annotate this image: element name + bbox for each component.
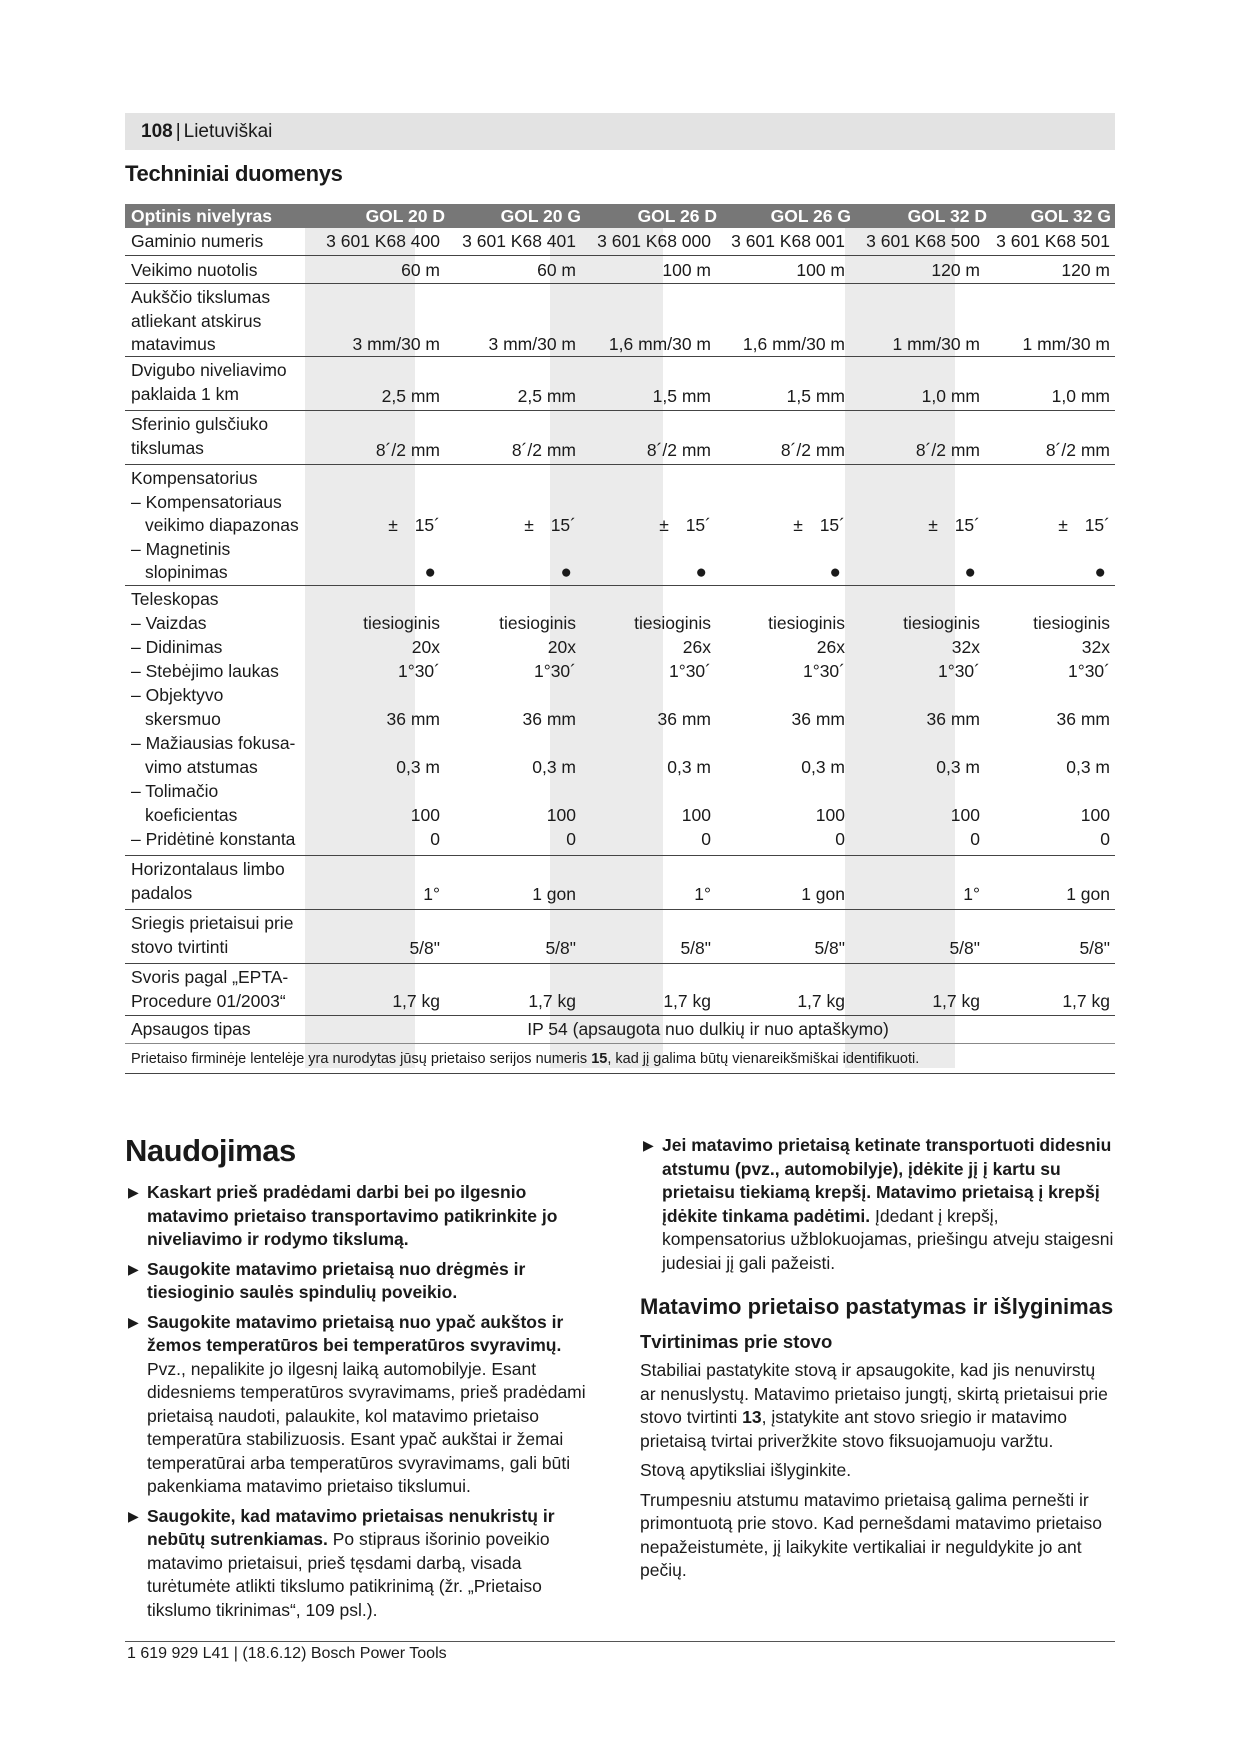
right-column bbox=[640, 1134, 1115, 1589]
table-row bbox=[125, 964, 1115, 1016]
row-label: – Objektyvo bbox=[131, 685, 224, 705]
bullet-text: Po stipraus išorinio poveikio matavimo prietaisui, prieš tęsdami darbą, visada turėtumėte atlikti tikslumo patikrinimą (žr. „Prietaiso tikslumo tikrinimas“, 109 psl.). bbox=[147, 1529, 550, 1620]
table-cell: 5/8" bbox=[949, 938, 980, 958]
row-label: Dvigubo niveliavimo bbox=[131, 360, 287, 380]
table-cell: 1,5 mm bbox=[652, 386, 711, 406]
table-cell: 36 mm bbox=[522, 709, 576, 729]
table-cell: 8´/2 mm bbox=[646, 440, 711, 460]
table-cell: 1°30´ bbox=[802, 661, 845, 681]
table-cell: 8´/2 mm bbox=[511, 440, 576, 460]
paragraph bbox=[640, 1359, 1115, 1453]
row-label: Svoris pagal „EPTA- bbox=[131, 967, 289, 987]
table-cell: 36 mm bbox=[926, 709, 980, 729]
table-cell: 100 bbox=[681, 805, 711, 825]
table-cell: ± 15´ bbox=[1058, 515, 1110, 535]
bullet-dot: ● bbox=[695, 562, 707, 583]
table-cell: ± 15´ bbox=[524, 515, 576, 535]
paragraph-text: , įstatykite ant stovo sriegio ir matavimo prietaisą tvirtai priveržkite stovo fiksuojamuoju varžtu. bbox=[640, 1407, 1067, 1451]
table-row bbox=[125, 411, 1115, 465]
bullet-bold-text: Saugokite matavimo prietaisą nuo ypač aukštos ir žemos temperatūros bei temperatūros svyravimų. bbox=[147, 1311, 564, 1355]
paragraph: Trumpesniu atstumu matavimo prietaisą galima pernešti ir primontuotą prie stovo. Kad pernešdami matavimo prietaiso nepažeistumėte, jį laikykite vertikaliai ir neguldykite jo ant pečių. bbox=[640, 1489, 1103, 1580]
table-row bbox=[125, 228, 1115, 256]
table-cell: 100 bbox=[546, 805, 576, 825]
table-cell: 1,7 kg bbox=[663, 991, 711, 1011]
table-cell: 0,3 m bbox=[667, 757, 711, 777]
row-label: – Pridėtinė konstanta bbox=[131, 829, 296, 849]
page-header bbox=[141, 121, 272, 143]
list-item bbox=[125, 1311, 595, 1499]
table-cell: 32x bbox=[1081, 637, 1110, 657]
bullet-bold-text: Jei matavimo prietaisą ketinate transportuoti didesniu atstumu (pvz., automobilyje), įdėkite jį į kartu su prietaisu tiekiamą krepšį. Matavimo prietaisą į krepšį įdėkite tinkama padėtimi. bbox=[662, 1135, 1112, 1226]
table-header-cell: GOL 26 D bbox=[637, 206, 717, 226]
table-cell: ± 15´ bbox=[388, 515, 440, 535]
table-footnote bbox=[125, 1044, 1115, 1074]
left-column bbox=[125, 1131, 595, 1628]
triangle-bullet-icon: ▶ bbox=[128, 1184, 139, 1200]
table-cell: 0 bbox=[566, 829, 576, 849]
table-cell: 8´/2 mm bbox=[1045, 440, 1110, 460]
table-cell: 1°30´ bbox=[533, 661, 576, 681]
bullet-bold-text: Saugokite matavimo prietaisą nuo drėgmės ir tiesioginio saulės spindulių poveikio. bbox=[147, 1258, 526, 1302]
row-label: paklaida 1 km bbox=[131, 384, 239, 404]
row-label: – Didinimas bbox=[131, 637, 223, 657]
page-number: 108 bbox=[141, 121, 173, 142]
table-cell: 36 mm bbox=[657, 709, 711, 729]
table-cell: 1 mm/30 m bbox=[892, 334, 980, 354]
stovo-subheading: Tvirtinimas prie stovo bbox=[640, 1331, 833, 1352]
table-cell: 0,3 m bbox=[936, 757, 980, 777]
table-row bbox=[125, 586, 1115, 856]
row-label: Aukščio tikslumas bbox=[131, 287, 271, 307]
table-cell: 1° bbox=[963, 884, 980, 904]
table-cell: 60 m bbox=[401, 260, 440, 280]
row-label: matavimus bbox=[131, 334, 216, 354]
table-cell: 0,3 m bbox=[1066, 757, 1110, 777]
table-cell: 1° bbox=[694, 884, 711, 904]
table-cell: 5/8" bbox=[409, 938, 440, 958]
table-cell: tiesioginis bbox=[903, 613, 980, 633]
table-cell: 100 bbox=[815, 805, 845, 825]
row-label: Horizontalaus limbo bbox=[131, 859, 285, 879]
footer-rule bbox=[125, 1641, 1115, 1642]
table-cell: 3 601 K68 501 bbox=[996, 231, 1110, 251]
table-cell: 0,3 m bbox=[396, 757, 440, 777]
row-label: stovo tvirtinti bbox=[131, 937, 229, 957]
row-label: koeficientas bbox=[145, 805, 238, 825]
table-cell: 1,0 mm bbox=[1051, 386, 1110, 406]
table-cell: 1 gon bbox=[532, 884, 576, 904]
table-cell: 8´/2 mm bbox=[375, 440, 440, 460]
paragraph-text: Stabiliai pastatykite stovą ir apsaugokite, kad jis nenuvirstų ar nenuslystų. Matavimo prietaiso jungtį, skirtą prietaisui prie stovo tvirtinti bbox=[640, 1360, 1108, 1427]
row-label: Teleskopas bbox=[131, 589, 219, 609]
row-label: atliekant atskirus bbox=[131, 311, 262, 331]
table-cell: tiesioginis bbox=[363, 613, 440, 633]
table-cell: 2,5 mm bbox=[381, 386, 440, 406]
table-cell: 5/8" bbox=[680, 938, 711, 958]
list-item bbox=[125, 1181, 595, 1252]
bullet-dot: ● bbox=[964, 562, 976, 583]
table-header-cell: GOL 20 G bbox=[500, 206, 581, 226]
triangle-bullet-icon: ▶ bbox=[128, 1260, 139, 1277]
table-cell: 120 m bbox=[931, 260, 980, 280]
bullet-dot: ● bbox=[1094, 562, 1106, 583]
table-cell: 3 601 K68 401 bbox=[462, 231, 576, 251]
bullet-bold-text: Kaskart prieš pradėdami darbi bei po ilgesnio matavimo prietaiso transportavimo patikrinkite jo niveliavimo ir rodymo tikslumą. bbox=[147, 1182, 558, 1249]
bullet-dot: ● bbox=[424, 562, 436, 583]
row-label: Sferinio gulsčiuko bbox=[131, 414, 269, 434]
triangle-bullet-icon: ▶ bbox=[128, 1507, 139, 1524]
table-cell: 100 bbox=[410, 805, 440, 825]
table-cell: tiesioginis bbox=[768, 613, 845, 633]
table-cell: 1,0 mm bbox=[921, 386, 980, 406]
table-header-cell: GOL 32 D bbox=[907, 206, 987, 226]
table-cell: 1,7 kg bbox=[392, 991, 440, 1011]
table-row bbox=[125, 284, 1115, 357]
row-label: vimo atstumas bbox=[145, 757, 258, 777]
table-cell: 60 m bbox=[537, 260, 576, 280]
table-cell: 26x bbox=[816, 637, 845, 657]
row-label: – Mažiausias fokusa- bbox=[131, 733, 296, 753]
page-footer: 1 619 929 L41 | (18.6.12) Bosch Power Tools bbox=[127, 1645, 447, 1662]
table-cell: 1°30´ bbox=[397, 661, 440, 681]
table-cell: 20x bbox=[547, 637, 576, 657]
table-cell: 1,7 kg bbox=[797, 991, 845, 1011]
row-label: Veikimo nuotolis bbox=[131, 260, 258, 280]
row-label: Gaminio numeris bbox=[131, 231, 264, 251]
table-cell: 5/8" bbox=[814, 938, 845, 958]
list-item bbox=[125, 1258, 595, 1305]
table-cell: 36 mm bbox=[386, 709, 440, 729]
table-cell: 26x bbox=[682, 637, 711, 657]
section-title: Techniniai duomenys bbox=[125, 161, 343, 186]
table-cell: ± 15´ bbox=[793, 515, 845, 535]
table-cell: IP 54 (apsaugota nuo dulkių ir nuo aptaškymo) bbox=[527, 1019, 889, 1039]
table-cell: 1°30´ bbox=[668, 661, 711, 681]
table-cell: tiesioginis bbox=[1033, 613, 1110, 633]
row-label: slopinimas bbox=[145, 562, 228, 582]
row-label: – Tolimačio bbox=[131, 781, 219, 801]
table-cell: 1,6 mm/30 m bbox=[742, 334, 845, 354]
table-header-cell: GOL 26 G bbox=[770, 206, 851, 226]
table-cell: 3 601 K68 400 bbox=[326, 231, 440, 251]
footnote-text: , kad jį galima būtų vienareikšmiškai identifikuoti. bbox=[607, 1051, 920, 1067]
table-cell: 1°30´ bbox=[1067, 661, 1110, 681]
table-row bbox=[125, 856, 1115, 910]
table-cell: 1 gon bbox=[801, 884, 845, 904]
table-cell: 3 601 K68 500 bbox=[866, 231, 980, 251]
table-cell: 3 601 K68 001 bbox=[731, 231, 845, 251]
table-row bbox=[125, 1016, 1115, 1044]
table-row bbox=[125, 910, 1115, 964]
header-language: Lietuviškai bbox=[183, 121, 273, 142]
table-cell: 2,5 mm bbox=[517, 386, 576, 406]
table-cell: 1 gon bbox=[1066, 884, 1110, 904]
table-header-cell: Optinis nivelyras bbox=[131, 206, 273, 226]
footnote-number: 15 bbox=[591, 1051, 608, 1067]
row-label: – Magnetinis bbox=[131, 539, 231, 559]
table-row bbox=[125, 256, 1115, 284]
table-cell: 1 mm/30 m bbox=[1022, 334, 1110, 354]
table-cell: 20x bbox=[411, 637, 440, 657]
list-item bbox=[125, 1505, 595, 1623]
table-cell: 1,7 kg bbox=[528, 991, 576, 1011]
table-cell: 5/8" bbox=[545, 938, 576, 958]
table-cell: 0 bbox=[430, 829, 440, 849]
triangle-bullet-icon: ▶ bbox=[643, 1137, 654, 1153]
table-cell: 1°30´ bbox=[937, 661, 980, 681]
row-label: – Kompensatoriaus bbox=[131, 492, 282, 512]
reference-number: 13 bbox=[742, 1407, 762, 1427]
row-label: Procedure 01/2003“ bbox=[131, 991, 286, 1011]
spec-table bbox=[125, 204, 1115, 1084]
table-cell: 100 bbox=[1080, 805, 1110, 825]
bullet-text: Įdedant į krepšį, kompensatorius užblokuojamas, priešingu atveju staigesni judesiai jį gali pažeisti. bbox=[662, 1205, 1114, 1273]
footnote-text: Prietaiso firminėje lentelėje yra nurodytas jūsų prietaiso serijos numeris bbox=[131, 1051, 592, 1067]
row-label: tikslumas bbox=[131, 438, 204, 458]
table-header-cell: GOL 20 D bbox=[365, 206, 445, 226]
bullet-bold-text: Saugokite, kad matavimo prietaisas nenukristų ir nebūtų sutrenkiamas. bbox=[147, 1505, 555, 1549]
row-label: Sriegis prietaisui prie bbox=[131, 913, 294, 933]
table-cell: 0 bbox=[835, 829, 845, 849]
table-cell: 5/8" bbox=[1079, 938, 1110, 958]
table-cell: 3 601 K68 000 bbox=[597, 231, 711, 251]
table-cell: 0 bbox=[701, 829, 711, 849]
table-cell: 0 bbox=[970, 829, 980, 849]
bullet-dot: ● bbox=[829, 562, 841, 583]
row-label: Kompensatorius bbox=[131, 468, 258, 488]
table-header-row bbox=[125, 204, 1115, 228]
table-cell: 8´/2 mm bbox=[915, 440, 980, 460]
table-cell: 36 mm bbox=[1056, 709, 1110, 729]
paragraph: Stovą apytiksliai išlyginkite. bbox=[640, 1460, 852, 1480]
table-cell: 3 mm/30 m bbox=[488, 334, 576, 354]
header-band bbox=[125, 113, 1115, 150]
list-item bbox=[640, 1134, 1115, 1275]
row-label: Apsaugos tipas bbox=[131, 1019, 251, 1039]
row-label: skersmuo bbox=[145, 709, 221, 729]
table-cell: 0,3 m bbox=[801, 757, 845, 777]
triangle-bullet-icon: ▶ bbox=[128, 1313, 139, 1330]
table-cell: 1,6 mm/30 m bbox=[608, 334, 711, 354]
table-cell: 100 m bbox=[662, 260, 711, 280]
row-label: padalos bbox=[131, 883, 193, 903]
naudojimas-heading: Naudojimas bbox=[125, 1133, 296, 1168]
table-cell: 3 mm/30 m bbox=[352, 334, 440, 354]
table-cell: 1,5 mm bbox=[786, 386, 845, 406]
table-cell: 100 m bbox=[796, 260, 845, 280]
table-cell: 32x bbox=[951, 637, 980, 657]
table-cell: 1° bbox=[423, 884, 440, 904]
table-cell: 1,7 kg bbox=[932, 991, 980, 1011]
table-cell: 8´/2 mm bbox=[780, 440, 845, 460]
table-cell: 1,7 kg bbox=[1062, 991, 1110, 1011]
table-row bbox=[125, 465, 1115, 586]
table-row bbox=[125, 357, 1115, 411]
table-cell: ± 15´ bbox=[928, 515, 980, 535]
header-separator: | bbox=[175, 121, 181, 142]
pastatymas-heading: Matavimo prietaiso pastatymas ir išlyginimas bbox=[640, 1294, 1114, 1319]
table-cell: 0 bbox=[1100, 829, 1110, 849]
bullet-dot: ● bbox=[560, 562, 572, 583]
table-header-cell: GOL 32 G bbox=[1030, 206, 1111, 226]
table-cell: tiesioginis bbox=[634, 613, 711, 633]
table-cell: 36 mm bbox=[791, 709, 845, 729]
row-label: – Stebėjimo laukas bbox=[131, 661, 279, 681]
table-cell: 120 m bbox=[1061, 260, 1110, 280]
bullet-text: Pvz., nepalikite jo ilgesnį laiką automobilyje. Esant didesniems temperatūros svyravimams, prieš pradėdami prietaisą naudoti, palaukite, kol matavimo prietaiso temperatūra stabilizuosis. Esant ypač aukštai ir žemai temperatūrai arba temperatūros svyravimams, gali būti pakenkiama matavimo prietaiso tikslumui. bbox=[147, 1358, 586, 1496]
row-label: – Vaizdas bbox=[131, 613, 207, 633]
table-cell: 100 bbox=[950, 805, 980, 825]
row-label: veikimo diapazonas bbox=[145, 515, 299, 535]
table-cell: 0,3 m bbox=[532, 757, 576, 777]
table-cell: tiesioginis bbox=[499, 613, 576, 633]
table-cell: ± 15´ bbox=[659, 515, 711, 535]
